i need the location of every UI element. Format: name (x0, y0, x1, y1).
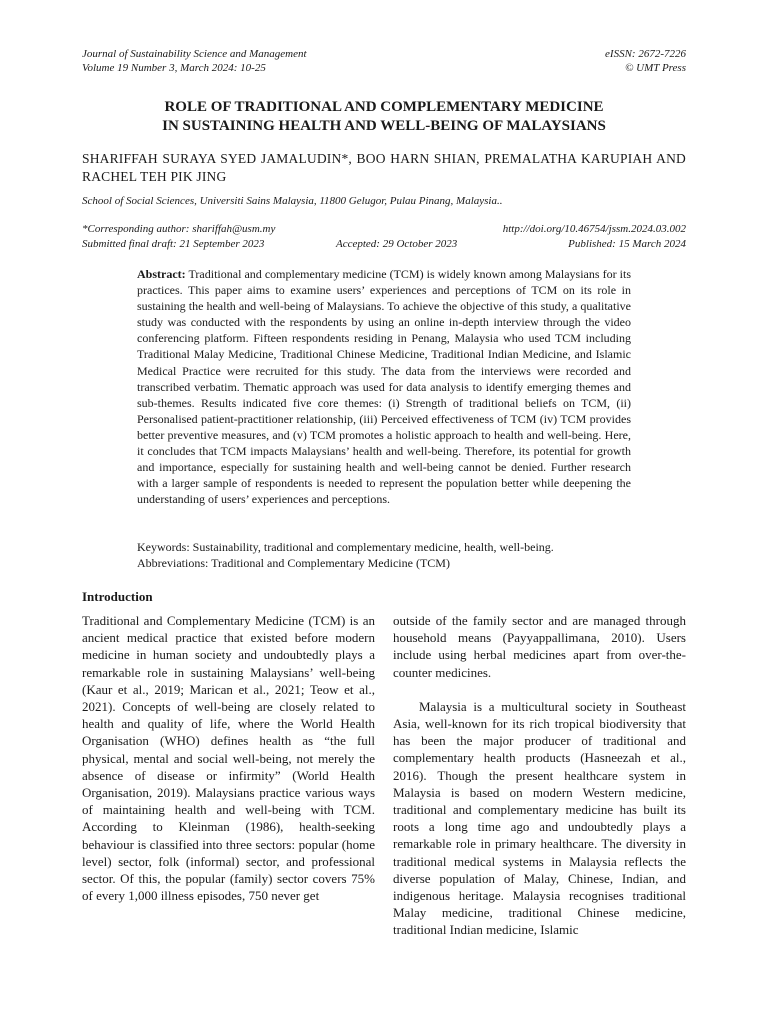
abstract-text: Traditional and complementary medicine (TCM) is widely known among Malaysians for its practices. This paper aims to examine users’ experiences and perceptions of TCM on its role in sustaining the health and well-being of Malaysians. To achieve the objective of this study, a qualitative study was conducted with the respondents by using an online in-depth interview through the video conferencing platform. Fifteen respondents residing in Penang, Malaysia who used TCM including Traditional Malay Medicine, Traditional Chinese Medicine, Traditional Indian Medicine, and Islamic Medical Practice were recruited for this study. The data from the interviews were recorded and transcribed verbatim. Thematic approach was used for data analysis to identify emerging themes and sub-themes. Results indicated five core themes: (i) Strength of traditional beliefs on TCM, (ii) Personalised patient-practitioner relationship, (iii) Perceived effectiveness of TCM (iv) TCM provides better preventive measures, and (v) TCM promotes a holistic approach to health and well-being. Here, it concludes that TCM impacts Malaysians’ health and well-being. Therefore, its potential for growth and importance, especially for sustaining health and well-being cannot be denied. Further research with a larger sample of respondents is needed to represent the population better while deepening the understanding of users’ experiences and perceptions. (137, 267, 631, 507)
abstract-label: Abstract: (137, 267, 186, 281)
abstract (137, 266, 631, 507)
affiliation: School of Social Sciences, Universiti Sains Malaysia, 11800 Gelugor, Pulau Pinang, Malaysia.. (82, 195, 503, 207)
title-line-1: ROLE OF TRADITIONAL AND COMPLEMENTARY MEDICINE (164, 99, 604, 115)
paragraph: outside of the family sector and are managed through household means (Payyappallimana, 2010). Users include using herbal medicines apart from over-the-counter medicines. (393, 613, 686, 680)
journal-header (82, 47, 307, 75)
journal-name: Journal of Sustainability Science and Management (82, 48, 307, 60)
paragraph: Malaysia is a multicultural society in Southeast Asia, well-known for its rich tropical biodiversity that has been the major producer of traditional and complementary health products (Hasneezah et al., 2016). Though the present healthcare system in Malaysia is based on modern Western medicine, traditional and complementary medicine has built its roots a long time ago and undoubtedly plays a remarkable role in primary healthcare. The diversity in traditional medical systems in Malaysia reflects the diverse population of Malay, Chinese, Indian, and indigenous heritage. Malaysia recognises traditional Malay medicine, traditional Chinese medicine, traditional Indian medicine, Islamic (393, 698, 686, 938)
corresponding-author: *Corresponding author: shariffah@usm.my (82, 223, 276, 235)
accepted-date: Accepted: 29 October 2023 (336, 238, 458, 250)
keywords: Keywords: Sustainability, traditional and complementary medicine, health, well-being. (137, 540, 554, 554)
publisher: © UMT Press (625, 62, 686, 74)
body-column-left (82, 612, 375, 904)
published-date: Published: 15 March 2024 (568, 238, 686, 250)
doi-link[interactable]: http://doi.org/10.46754/jssm.2024.03.002 (502, 223, 686, 235)
submitted-date: Submitted final draft: 21 September 2023 (82, 238, 265, 250)
authors: SHARIFFAH SURAYA SYED JAMALUDIN*, BOO HARN SHIAN, PREMALATHA KARUPIAH AND RACHEL TEH PIK JING (82, 151, 686, 184)
issn-header (605, 47, 686, 75)
paragraph: Traditional and Complementary Medicine (TCM) is an ancient medical practice that existed before modern medicine in human society and undoubtedly plays a remarkable role in sustaining Malaysians’ well-being (Kaur et al., 2019; Marican et al., 2021; Teow et al., 2021). Concepts of well-being are closely related to health and quality of life, where the World Health Organisation (WHO) defines health as “the full physical, mental and social well-being, not merely the absence of disease or infirmity” (World Health Organisation, 2019). Malaysians practice various ways of maintaining health and well-being with TCM. According to Kleinman (1986), health-seeking behaviour is classified into three sectors: popular (home level) sector, folk (informal) sector, and professional sector. Of this, the popular (family) sector covers 75% of every 1,000 illness episodes, 750 never get (82, 613, 375, 904)
eissn: eISSN: 2672-7226 (605, 48, 686, 60)
journal-volume: Volume 19 Number 3, March 2024: 10-25 (82, 62, 266, 74)
paper-title (82, 98, 686, 136)
abbreviations: Abbreviations: Traditional and Complementary Medicine (TCM) (137, 556, 450, 570)
title-line-2: IN SUSTAINING HEALTH AND WELL-BEING OF MALAYSIANS (162, 118, 606, 134)
body-column-right (393, 612, 686, 939)
section-heading-introduction: Introduction (82, 589, 153, 604)
